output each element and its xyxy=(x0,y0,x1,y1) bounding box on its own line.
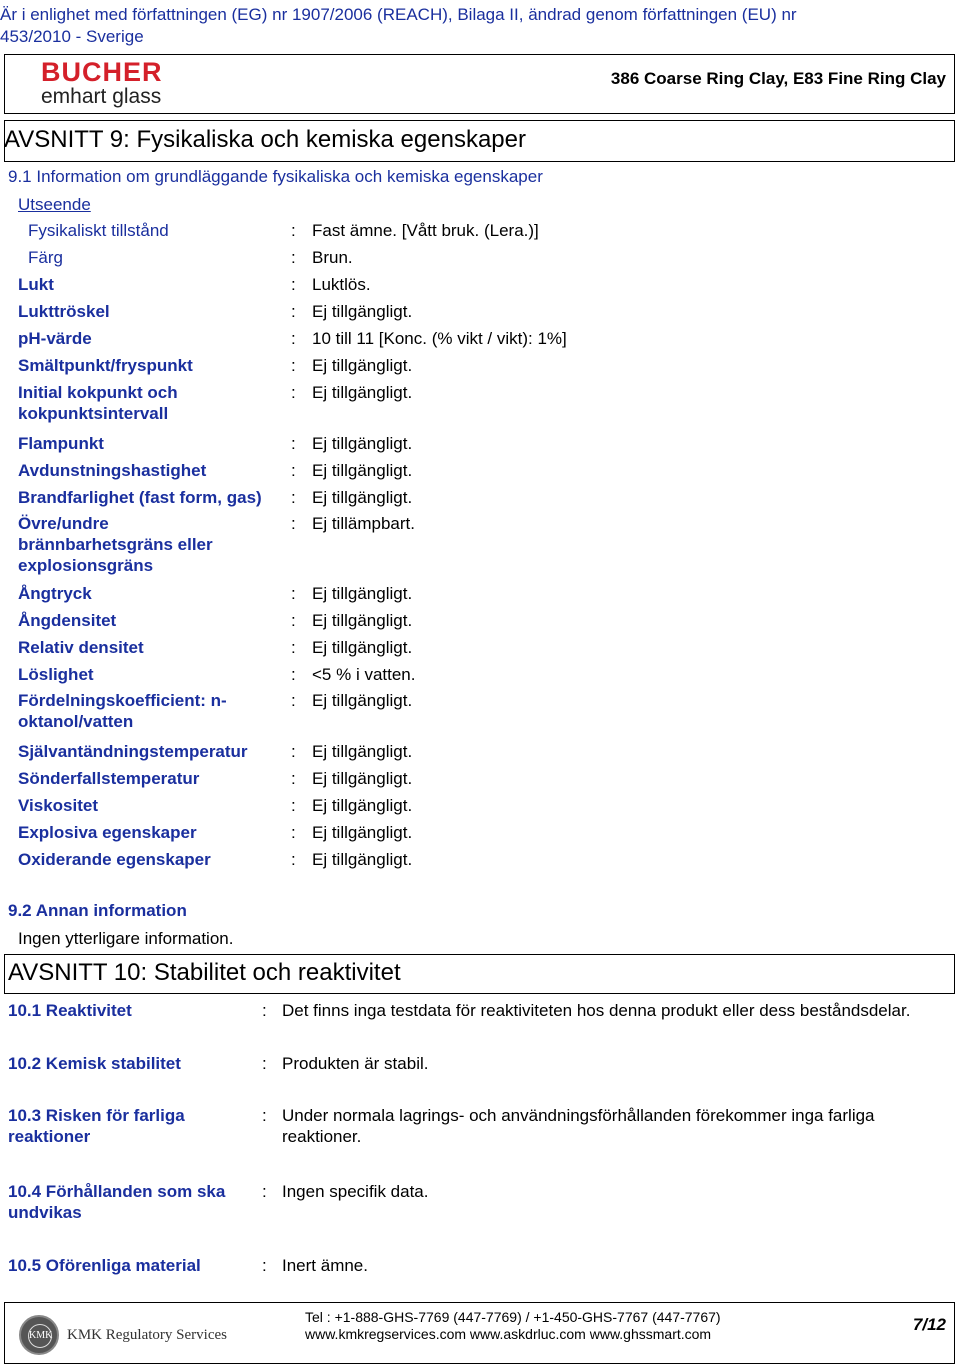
property-value: Ej tillgängligt. xyxy=(312,302,413,321)
separator-colon: : xyxy=(291,248,296,267)
footer-websites: www.kmkregservices.com www.askdrluc.com www.ghssmart.com xyxy=(305,1326,712,1342)
separator-colon: : xyxy=(291,383,296,402)
kmk-seal-icon: KMK xyxy=(19,1315,59,1355)
separator-colon: : xyxy=(291,356,296,375)
property-value: Ej tillgängligt. xyxy=(312,488,413,507)
property-value: Ej tillgängligt. xyxy=(312,434,413,453)
brand-logo-subtitle: emhart glass xyxy=(41,85,162,108)
property-label: Fördelningskoefficient: n-oktanol/vatten xyxy=(18,691,227,731)
property-value: Ej tillgängligt. xyxy=(312,461,413,480)
property-label: Explosiva egenskaper xyxy=(18,823,197,842)
separator-colon: : xyxy=(262,1182,267,1201)
property-value: Ej tillgängligt. xyxy=(312,742,413,761)
property-label: Oxiderande egenskaper xyxy=(18,850,211,869)
regulation-line-1: Är i enlighet med författningen (EG) nr 1907/2006 (REACH), Bilaga II, ändrad genom författningen (EU) nr xyxy=(0,5,797,24)
conditions-to-avoid-label: 10.4 Förhållanden som ska undvikas xyxy=(8,1182,226,1222)
separator-colon: : xyxy=(262,1001,267,1020)
page-footer xyxy=(4,1302,955,1364)
separator-colon: : xyxy=(291,302,296,321)
chemical-stability-value: Produkten är stabil. xyxy=(282,1054,429,1073)
separator-colon: : xyxy=(291,611,296,630)
property-value: Luktlös. xyxy=(312,275,371,294)
incompatible-materials-label: 10.5 Oförenliga material xyxy=(8,1256,201,1275)
section-9-2-heading: 9.2 Annan information xyxy=(8,901,187,920)
section-9-title: AVSNITT 9: Fysikaliska och kemiska egenskaper xyxy=(4,126,526,153)
property-value: Ej tillgängligt. xyxy=(312,611,413,630)
separator-colon: : xyxy=(291,275,296,294)
separator-colon: : xyxy=(262,1106,267,1125)
hazardous-reactions-label: 10.3 Risken för farliga reaktioner xyxy=(8,1106,185,1146)
product-name: 386 Coarse Ring Clay, E83 Fine Ring Clay xyxy=(610,69,946,88)
separator-colon: : xyxy=(291,796,296,815)
separator-colon: : xyxy=(262,1054,267,1073)
separator-colon: : xyxy=(262,1256,267,1275)
property-value: Ej tillgängligt. xyxy=(312,356,413,375)
section-10-title: AVSNITT 10: Stabilitet och reaktivitet xyxy=(8,959,401,986)
property-label: Smältpunkt/fryspunkt xyxy=(18,356,193,375)
separator-colon: : xyxy=(291,584,296,603)
incompatible-materials-value: Inert ämne. xyxy=(282,1256,368,1275)
property-label: Övre/undre brännbarhetsgräns eller explosionsgräns xyxy=(18,514,213,575)
property-value: 10 till 11 [Konc. (% vikt / vikt): 1%] xyxy=(312,329,567,348)
reactivity-label: 10.1 Reaktivitet xyxy=(8,1001,132,1020)
hazardous-reactions-value: Under normala lagrings- och användningsförhållanden förekommer inga farliga reaktioner. xyxy=(282,1106,875,1146)
separator-colon: : xyxy=(291,329,296,348)
appearance-heading: Utseende xyxy=(18,195,91,214)
separator-colon: : xyxy=(291,769,296,788)
property-value: Ej tillgängligt. xyxy=(312,850,413,869)
property-value: Ej tillgängligt. xyxy=(312,823,413,842)
conditions-to-avoid-value: Ingen specifik data. xyxy=(282,1182,429,1201)
section-9-1-subtitle: 9.1 Information om grundläggande fysikaliska och kemiska egenskaper xyxy=(8,167,543,186)
footer-company-name: KMK Regulatory Services xyxy=(67,1327,227,1343)
document-regulation-header xyxy=(0,4,930,48)
separator-colon: : xyxy=(291,514,296,533)
product-header xyxy=(4,54,955,114)
brand-logo: BUCHER xyxy=(41,57,163,87)
separator-colon: : xyxy=(291,434,296,453)
property-value: Ej tillgängligt. xyxy=(312,691,413,710)
property-value: Ej tillämpbart. xyxy=(312,514,415,533)
separator-colon: : xyxy=(291,461,296,480)
property-label: Brandfarlighet (fast form, gas) xyxy=(18,488,262,507)
property-value: Ej tillgängligt. xyxy=(312,383,413,402)
property-label: Fysikaliskt tillstånd xyxy=(28,221,169,240)
property-value: <5 % i vatten. xyxy=(312,665,416,684)
separator-colon: : xyxy=(291,823,296,842)
property-label: Avdunstningshastighet xyxy=(18,461,207,480)
separator-colon: : xyxy=(291,221,296,240)
page-number: 7/12 xyxy=(912,1315,946,1334)
property-label: Lukt xyxy=(18,275,54,294)
property-label: Relativ densitet xyxy=(18,638,144,657)
property-label: Lukttröskel xyxy=(18,302,110,321)
property-label: Ångtryck xyxy=(18,584,92,603)
property-label: Flampunkt xyxy=(18,434,104,453)
separator-colon: : xyxy=(291,638,296,657)
separator-colon: : xyxy=(291,488,296,507)
property-value: Ej tillgängligt. xyxy=(312,769,413,788)
footer-telephone: Tel : +1-888-GHS-7769 (447-7769) / +1-450-GHS-7767 (447-7767) xyxy=(305,1309,721,1325)
property-value: Ej tillgängligt. xyxy=(312,796,413,815)
property-label: Löslighet xyxy=(18,665,94,684)
separator-colon: : xyxy=(291,742,296,761)
regulation-line-2: 453/2010 - Sverige xyxy=(0,27,144,46)
property-label: Färg xyxy=(28,248,63,267)
separator-colon: : xyxy=(291,665,296,684)
property-label: pH-värde xyxy=(18,329,92,348)
property-label: Självantändningstemperatur xyxy=(18,742,248,761)
separator-colon: : xyxy=(291,850,296,869)
property-label: Ångdensitet xyxy=(18,611,117,630)
property-label: Viskositet xyxy=(18,796,99,815)
property-value: Ej tillgängligt. xyxy=(312,584,413,603)
property-label: Initial kokpunkt och kokpunktsintervall xyxy=(18,383,178,423)
other-information-text: Ingen ytterligare information. xyxy=(18,929,234,948)
property-value: Ej tillgängligt. xyxy=(312,638,413,657)
property-value: Brun. xyxy=(312,248,353,267)
property-value: Fast ämne. [Vått bruk. (Lera.)] xyxy=(312,221,539,240)
property-label: Sönderfallstemperatur xyxy=(18,769,200,788)
reactivity-value: Det finns inga testdata för reaktiviteten hos denna produkt eller dess beståndsdelar. xyxy=(282,1001,911,1020)
separator-colon: : xyxy=(291,691,296,710)
chemical-stability-label: 10.2 Kemisk stabilitet xyxy=(8,1054,181,1073)
